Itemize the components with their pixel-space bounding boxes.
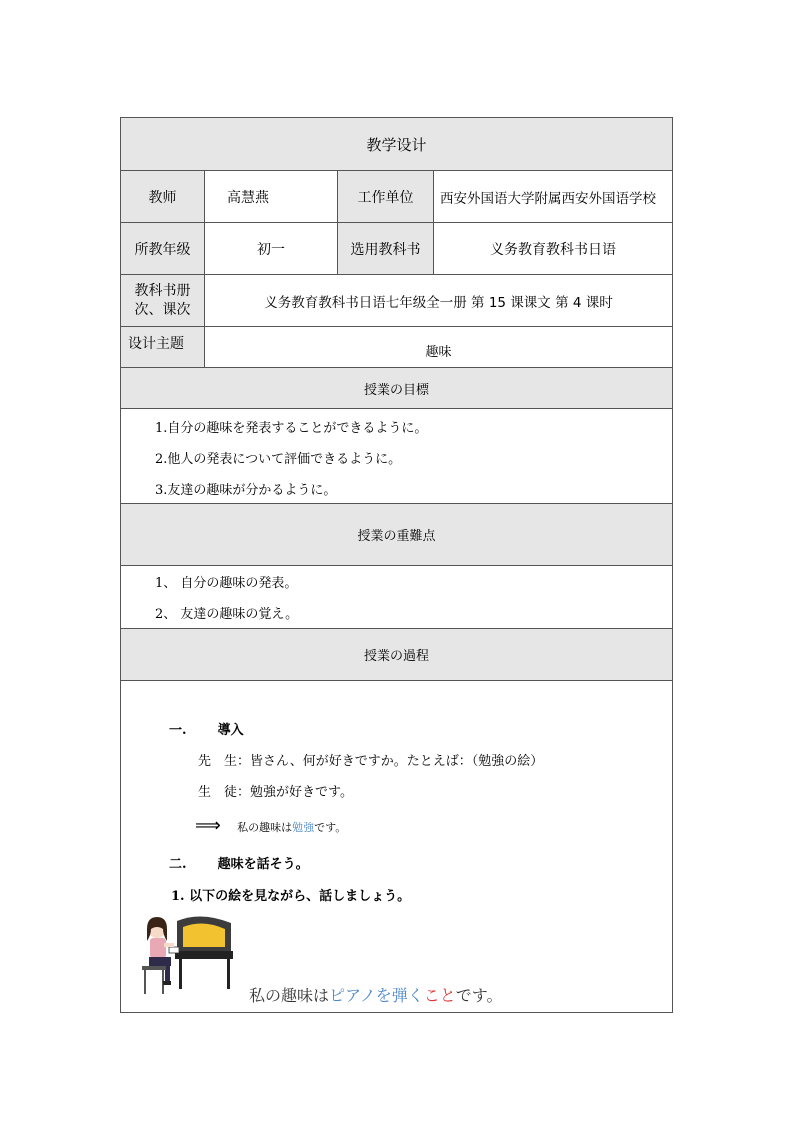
theme-label: 设计主题: [121, 327, 205, 367]
volume-value: 义务教育教科书日语七年级全一册 第 15 课课文 第 4 课时: [264, 294, 613, 311]
keypoint-item-1: 1、 自分の趣味の発表。: [155, 576, 298, 591]
unit-value: 西安外国语大学附属西安外国语学校: [440, 190, 656, 207]
piano-caption: [249, 983, 503, 1006]
grade-row: [121, 223, 672, 275]
section1-title: 導入: [217, 723, 244, 738]
keypoint-item-2: 2、 友達の趣味の覚え。: [155, 607, 299, 622]
example-pre: 私の趣味は: [237, 821, 293, 834]
goals-header-row: [121, 368, 672, 409]
textbook-value: 义务教育教科书日语: [490, 241, 616, 258]
piano-caption-blue: ピアノを弾く: [329, 986, 424, 1005]
keypoints-header: 授業の重難点: [357, 529, 436, 544]
title-row: [121, 118, 672, 171]
theme-value: 趣味: [425, 344, 452, 360]
process-header: 授業の過程: [363, 649, 429, 664]
teacher-label: 教师: [121, 171, 205, 222]
goal-item-1: 1.自分の趣味を発表することができるように。: [155, 421, 428, 436]
goal-item-2: 2.他人の発表について評価できるように。: [155, 452, 402, 467]
teacher-line: 先 生：皆さん、何が好きですか。たとえば：（勉強の絵）: [198, 754, 544, 769]
arrow-icon: ⟹: [195, 815, 221, 836]
volume-row: [121, 275, 672, 327]
lesson-plan-table: [120, 117, 673, 1013]
step1-line: 1. 以下の絵を見ながら、話しましょう。: [171, 889, 411, 904]
section2-title: 趣味を話そう。: [217, 857, 309, 872]
textbook-label: 选用教科书: [338, 223, 434, 274]
process-body: [121, 681, 672, 1012]
teacher-value: 高慧燕: [205, 171, 338, 222]
goal-item-3: 3.友達の趣味が分かるように。: [155, 483, 337, 498]
page-title: 教学设计: [366, 135, 427, 154]
teacher-row: [121, 171, 672, 223]
process-header-row: [121, 629, 672, 681]
grade-label: 所教年级: [121, 223, 205, 274]
keypoints-header-row: [121, 504, 672, 566]
section2-heading: [169, 853, 309, 872]
section1-heading: [169, 719, 244, 738]
goals-list: [121, 409, 672, 504]
section1-number: 一.: [169, 723, 187, 738]
keypoints-list: [121, 566, 672, 629]
goals-header: 授業の目標: [363, 382, 429, 398]
volume-label: 教科书册次、课次: [121, 275, 205, 326]
example-line: [195, 815, 346, 836]
student-line: 生 徒：勉強が好きです。: [198, 785, 353, 800]
section2-number: 二.: [169, 857, 187, 872]
unit-label: 工作单位: [338, 171, 434, 222]
piano-caption-pre: 私の趣味は: [249, 986, 330, 1005]
example-highlight: 勉強: [292, 821, 315, 834]
piano-player-illustration: [139, 911, 239, 999]
example-post: です。: [314, 821, 347, 834]
grade-value: 初一: [205, 223, 338, 274]
piano-caption-post: です。: [455, 986, 503, 1005]
theme-row: [121, 327, 672, 368]
piano-caption-red: こと: [423, 986, 456, 1005]
